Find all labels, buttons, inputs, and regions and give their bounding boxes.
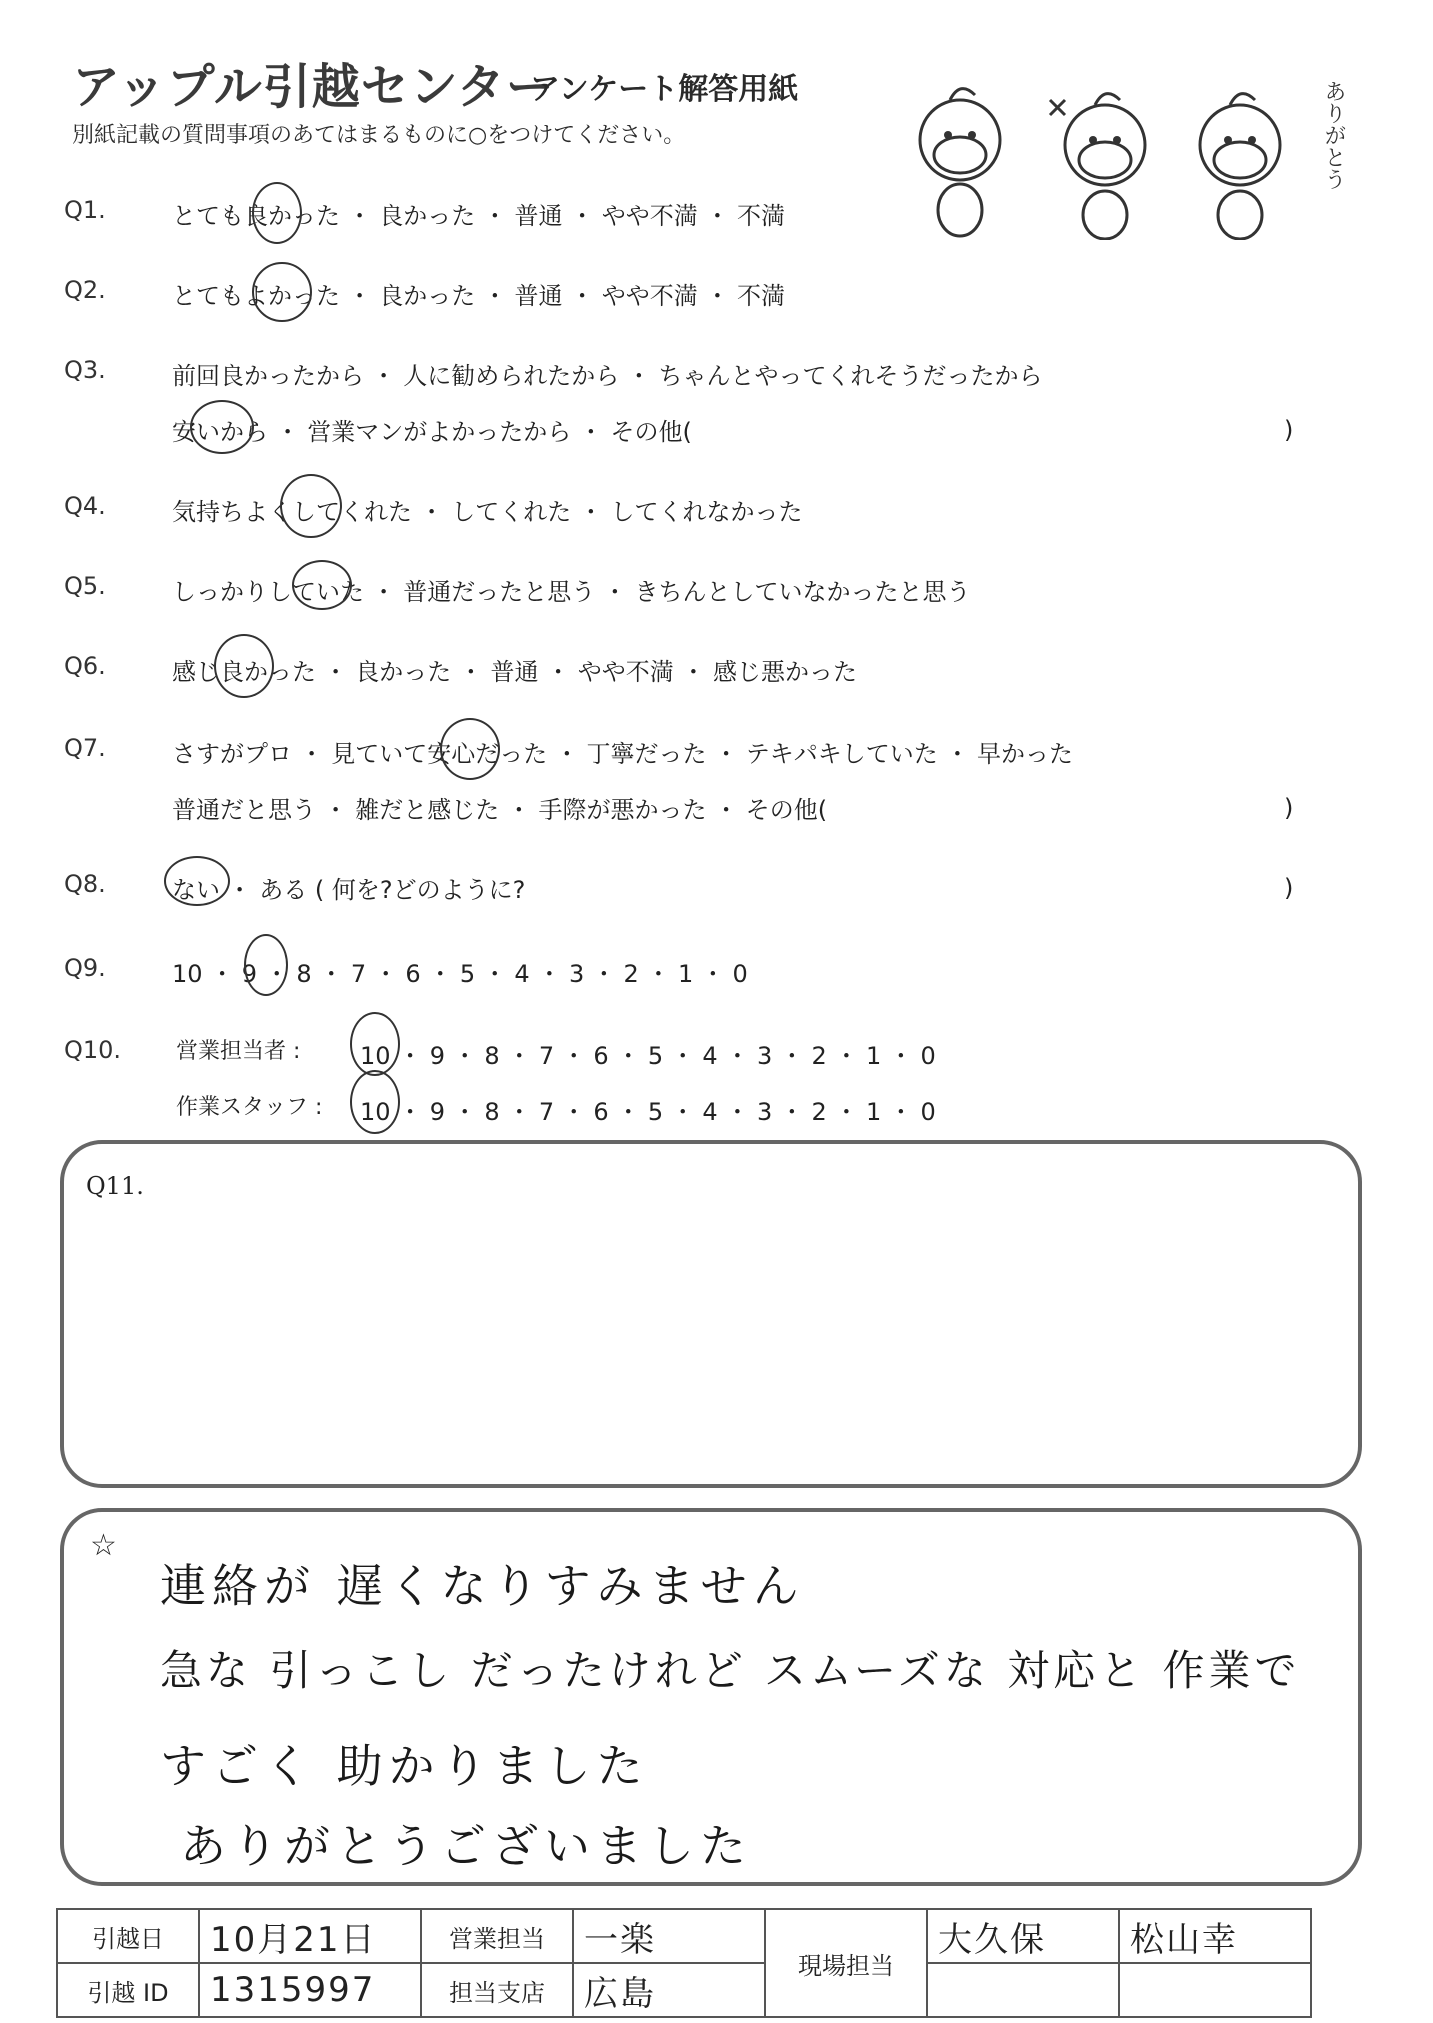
- q3-number: Q3.: [64, 356, 106, 384]
- q10-number: Q10.: [64, 1036, 122, 1064]
- mascot-illustration: [900, 60, 1340, 240]
- q4-answer-circle: [280, 474, 342, 538]
- q10-sales-scale: 10 ・ 9 ・ 8 ・ 7 ・ 6 ・ 5 ・ 4 ・ 3 ・ 2 ・ 1 ・ 0: [360, 1042, 936, 1070]
- move-date-label: 引越日: [57, 1909, 199, 1963]
- comment-line-2: 急な 引っこし だったけれど スムーズな 対応と 作業で: [160, 1646, 1301, 1695]
- q7-close-paren: ): [1284, 794, 1294, 822]
- q10-staff-scale: 10 ・ 9 ・ 8 ・ 7 ・ 6 ・ 5 ・ 4 ・ 3 ・ 2 ・ 1 ・ 0: [360, 1098, 936, 1126]
- move-date-value: 10月21日: [199, 1909, 421, 1963]
- q7-options-line2: 普通だと思う ・ 雑だと感じた ・ 手際が悪かった ・ その他(: [172, 796, 828, 824]
- branch-label: 担当支店: [421, 1963, 573, 2017]
- form-subtitle: アンケート解答用紙: [530, 72, 799, 107]
- site-staff-2: 松山幸: [1119, 1909, 1311, 1963]
- q1-options: とても良かった ・ 良かった ・ 普通 ・ やや不満 ・ 不満: [172, 202, 786, 230]
- q9-scale: 10 ・ 9 ・ 8 ・ 7 ・ 6 ・ 5 ・ 4 ・ 3 ・ 2 ・ 1 ・ 0: [172, 960, 748, 988]
- site-staff-empty-2: [1119, 1963, 1311, 2017]
- q5-options: しっかりしていた ・ 普通だったと思う ・ きちんとしていなかったと思う: [172, 578, 971, 606]
- q2-number: Q2.: [64, 276, 106, 304]
- q4-options: 気持ちよくしてくれた ・ してくれた ・ してくれなかった: [172, 498, 803, 526]
- q8-answer-circle: [164, 856, 230, 906]
- comment-line-3: すごく 助かりました: [160, 1739, 649, 1793]
- site-staff-empty-1: [927, 1963, 1119, 2017]
- q3-answer-circle: [190, 400, 254, 454]
- q6-answer-circle: [214, 634, 274, 698]
- instruction-text: 別紙記載の質問事項のあてはまるものに○をつけてください。: [72, 123, 686, 148]
- q10-sales-label: 営業担当者 :: [176, 1039, 301, 1064]
- branch-value: 広島: [573, 1963, 765, 2017]
- q2-options: とてもよかった ・ 良かった ・ 普通 ・ やや不満 ・ 不満: [172, 282, 786, 310]
- q5-answer-circle: [292, 560, 352, 610]
- q7-options-line1: さすがプロ ・ 見ていて安心だった ・ 丁寧だった ・ テキパキしていた ・ 早かった: [172, 740, 1074, 768]
- comment-line-1: 連絡が 遅くなりすみません: [160, 1559, 805, 1613]
- q6-options: 感じ良かった ・ 良かった ・ 普通 ・ やや不満 ・ 感じ悪かった: [172, 658, 858, 686]
- q3-options-line1: 前回良かったから ・ 人に勧められたから ・ ちゃんとやってくれそうだったから: [172, 362, 1043, 390]
- q10-staff-answer-circle: [350, 1070, 400, 1134]
- q11-comment-box: [60, 1140, 1362, 1488]
- site-staff-label: 現場担当: [765, 1909, 927, 2017]
- q8-close-paren: ): [1284, 874, 1294, 902]
- q8-options: ない ・ ある ( 何を?どのように?: [172, 876, 526, 904]
- move-info-table: [56, 1908, 1312, 2018]
- brand-title: アップル引越センター: [72, 59, 555, 115]
- q7-number: Q7.: [64, 734, 106, 762]
- q9-answer-circle: [244, 934, 288, 996]
- move-id-label: 引越 ID: [57, 1963, 199, 2017]
- move-id-value: 1315997: [199, 1963, 421, 2017]
- q1-answer-circle: [252, 182, 302, 244]
- q10-staff-label: 作業スタッフ :: [176, 1095, 323, 1120]
- q4-number: Q4.: [64, 492, 106, 520]
- monkey-mascot-icon: [900, 60, 1340, 240]
- q10-sales-answer-circle: [350, 1012, 400, 1076]
- sales-staff-value: 一楽: [573, 1909, 765, 1963]
- q8-number: Q8.: [64, 870, 106, 898]
- site-staff-1: 大久保: [927, 1909, 1119, 1963]
- q11-number: Q11.: [86, 1172, 144, 1200]
- q2-answer-circle: [252, 262, 312, 322]
- star-icon: ☆: [90, 1528, 117, 1563]
- q9-number: Q9.: [64, 954, 106, 982]
- thanks-text: ありがとう: [1321, 80, 1346, 190]
- q5-number: Q5.: [64, 572, 106, 600]
- q3-options-line2: 安いから ・ 営業マンがよかったから ・ その他(: [172, 418, 692, 446]
- sales-staff-label: 営業担当: [421, 1909, 573, 1963]
- q3-close-paren: ): [1284, 416, 1294, 444]
- q7-answer-circle: [440, 718, 500, 780]
- q6-number: Q6.: [64, 652, 106, 680]
- comment-line-4: ありがとうございました: [180, 1819, 752, 1873]
- q1-number: Q1.: [64, 196, 106, 224]
